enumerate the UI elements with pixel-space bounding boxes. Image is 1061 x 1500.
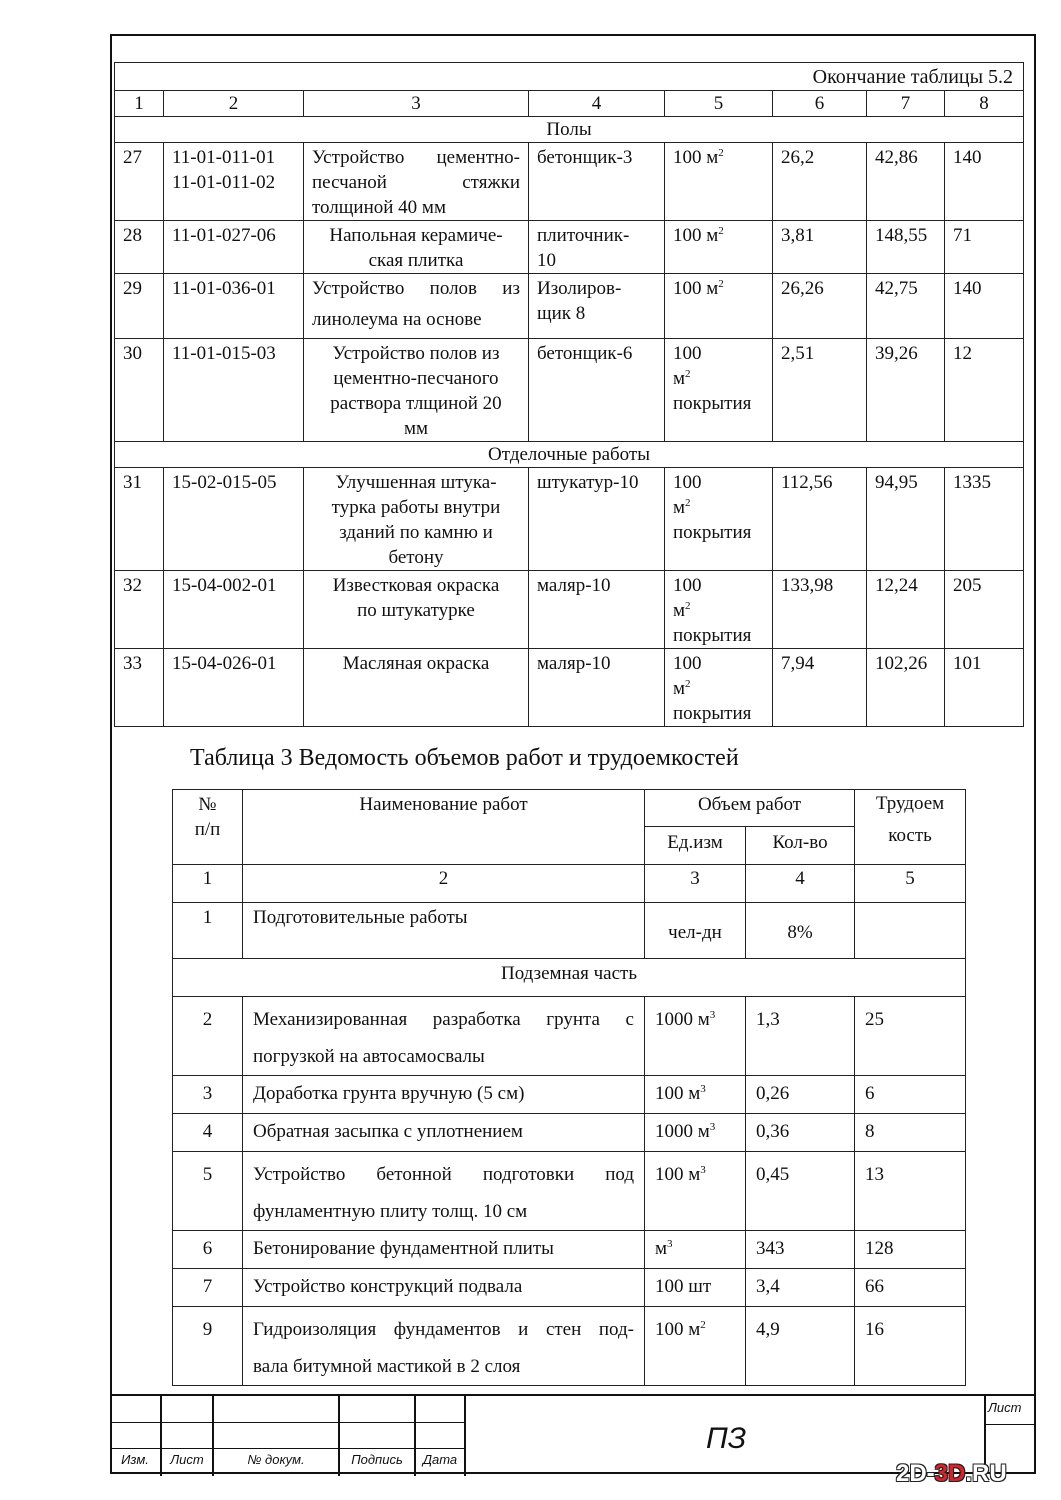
work-name: Устройство конструкций подвала [243,1269,645,1307]
qty: 1,3 [746,997,855,1076]
col-num: 4 [529,91,665,117]
colnum-row [173,865,966,903]
value: 148,55 [867,221,945,274]
work-name: Механизированная разработка грунта с погрузкой на автосамосвалы [243,997,645,1076]
col-num: 5 [665,91,773,117]
qty: 0,36 [746,1114,855,1152]
table-3-title: Таблица 3 Ведомость объемов работ и трудоемкостей [190,745,739,771]
row-num: 29 [115,274,164,339]
work-name: Гидроизоляция фундаментов и стен под- вала битумной мастикой в 2 слоя [243,1307,645,1386]
value: 1335 [945,468,1024,571]
table-caption: Окончание таблицы 5.2 [115,63,1024,91]
row-num: 31 [115,468,164,571]
table-row [173,997,966,1076]
worker: штукатур-10 [529,468,665,571]
code-cell: 11-01-011-01 11-01-011-02 [164,143,304,221]
value: 133,98 [773,571,867,649]
table-row [173,1307,966,1386]
col-num: 3 [304,91,529,117]
table-row [173,1152,966,1231]
col-num: 8 [945,91,1024,117]
worker: маляр-10 [529,571,665,649]
work-name: Устройство цементно- песчаной стяжки толщиной 40 мм [304,143,529,221]
col-num: 6 [773,91,867,117]
value: 26,26 [773,274,867,339]
value: 12,24 [867,571,945,649]
labor: 128 [855,1231,966,1269]
value: 112,56 [773,468,867,571]
row-num: 7 [173,1269,243,1307]
col-num: 1 [115,91,164,117]
value: 39,26 [867,339,945,442]
row-num: 3 [173,1076,243,1114]
col-num: 1 [173,865,243,903]
table-row [173,1269,966,1307]
unit: 100 $м^3$ [645,1152,746,1231]
unit: 100 $м^2$ [665,221,773,274]
list-label: Лист [170,1452,204,1467]
work-name: Устройство полов из линолеума на основе [304,274,529,339]
unit: 100 $м^2$ [645,1307,746,1386]
unit: 100 $м^2$ покрытия [665,468,773,571]
unit: 100 $м^2$ покрытия [665,571,773,649]
work-name: Бетонирование фундаментной плиты [243,1231,645,1269]
table-5-2-end [114,62,1024,727]
work-name: Устройство полов из цементно-песчаного раствора тлщиной 20 мм [304,339,529,442]
header-name: Наименование работ [243,790,645,865]
table-row [173,1231,966,1269]
qty: 4,9 [746,1307,855,1386]
value: 26,2 [773,143,867,221]
sheet-label: Лист [988,1400,1022,1415]
value: 71 [945,221,1024,274]
unit: $м^3$ [645,1231,746,1269]
unit: 1000 $м^3$ [645,1114,746,1152]
izm-label: Изм. [121,1452,149,1467]
col-num: 2 [164,91,304,117]
qty: 343 [746,1231,855,1269]
qty: 3,4 [746,1269,855,1307]
row-num: 32 [115,571,164,649]
header-unit: Ед.изм [645,827,746,865]
work-name: Известковая окраска по штукатурке [304,571,529,649]
header-num: № п/п [173,790,243,865]
site-watermark: 2D-3D.RU [896,1460,1007,1487]
col-num: 5 [855,865,966,903]
worker: бетонщик-6 [529,339,665,442]
section-title: Полы [115,117,1024,143]
row-num: 9 [173,1307,243,1386]
qty: 8% [746,903,855,959]
labor: 8 [855,1114,966,1152]
table-3 [172,789,966,1386]
value: 140 [945,274,1024,339]
col-num: 3 [645,865,746,903]
value: 3,81 [773,221,867,274]
table-row [115,221,1024,274]
work-name: Устройство бетонной подготовки под фунламентную плиту толщ. 10 см [243,1152,645,1231]
document-code: ПЗ [706,1422,747,1455]
work-name: Напольная керамиче- ская плитка [304,221,529,274]
qty: 0,26 [746,1076,855,1114]
unit: 100 шт [645,1269,746,1307]
value: 101 [945,649,1024,727]
code-cell: 11-01-015-03 [164,339,304,442]
table-row [115,649,1024,727]
unit: 100 $м^2$ [665,143,773,221]
sign-label: Подпись [351,1452,403,1467]
row-num: 2 [173,997,243,1076]
value: 42,75 [867,274,945,339]
unit: 100 $м^2$ покрытия [665,339,773,442]
row-num: 30 [115,339,164,442]
col-num: 4 [746,865,855,903]
worker: маляр-10 [529,649,665,727]
row-num: 1 [173,903,243,959]
labor [855,903,966,959]
header-volume: Объем работ [645,790,855,827]
code-cell: 15-04-002-01 [164,571,304,649]
table-row [115,571,1024,649]
unit: чел-дн [645,903,746,959]
section-title: Отделочные работы [115,442,1024,468]
unit: 100 $м^2$ [665,274,773,339]
table-row [115,274,1024,339]
labor: 6 [855,1076,966,1114]
row-num: 4 [173,1114,243,1152]
header-labor: Трудоем кость [855,790,966,865]
row-num: 28 [115,221,164,274]
labor: 16 [855,1307,966,1386]
value: 94,95 [867,468,945,571]
code-cell: 11-01-027-06 [164,221,304,274]
table-row [115,468,1024,571]
worker: бетонщик-3 [529,143,665,221]
labor: 25 [855,997,966,1076]
code-cell: 11-01-036-01 [164,274,304,339]
value: 2,51 [773,339,867,442]
doc-label: № докум. [247,1452,305,1467]
code-cell: 15-02-015-05 [164,468,304,571]
table-row [173,1076,966,1114]
labor: 13 [855,1152,966,1231]
row-num: 27 [115,143,164,221]
header-row [115,91,1024,117]
worker: плиточник- 10 [529,221,665,274]
col-num: 2 [243,865,645,903]
unit: 1000 $м^3$ [645,997,746,1076]
header-qty: Кол-во [746,827,855,865]
row-num: 6 [173,1231,243,1269]
table-row [173,903,966,959]
value: 205 [945,571,1024,649]
value: 102,26 [867,649,945,727]
table-row [173,1114,966,1152]
date-label: Дата [422,1452,458,1467]
code-cell: 15-04-026-01 [164,649,304,727]
work-name: Подготовительные работы [243,903,645,959]
row-num: 33 [115,649,164,727]
worker: Изолиров- щик 8 [529,274,665,339]
table-row [115,339,1024,442]
work-name: Обратная засыпка с уплотнением [243,1114,645,1152]
unit: 100 $м^3$ [645,1076,746,1114]
value: 12 [945,339,1024,442]
value: 140 [945,143,1024,221]
row-num: 5 [173,1152,243,1231]
labor: 66 [855,1269,966,1307]
col-num: 7 [867,91,945,117]
value: 7,94 [773,649,867,727]
work-name: Доработка грунта вручную (5 см) [243,1076,645,1114]
section-title: Подземная часть [173,959,966,997]
unit: 100 $м^2$ покрытия [665,649,773,727]
work-name: Улучшенная штука- турка работы внутри зданий по камню и бетону [304,468,529,571]
value: 42,86 [867,143,945,221]
table-row [115,143,1024,221]
work-name: Масляная окраска [304,649,529,727]
qty: 0,45 [746,1152,855,1231]
